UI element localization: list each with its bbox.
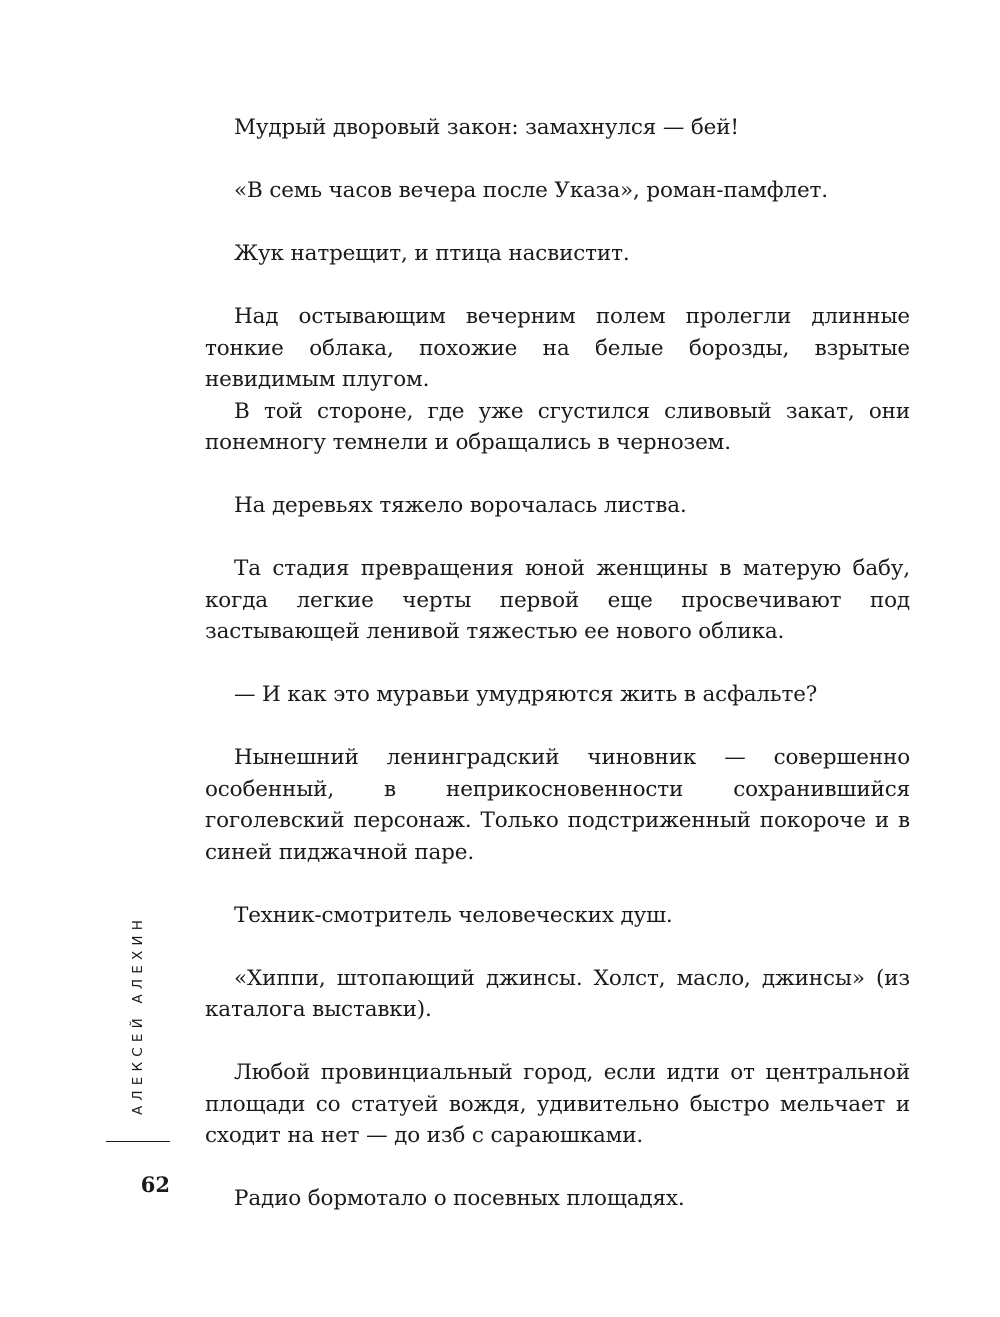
page-number: 62	[140, 1172, 170, 1197]
paragraph: В той стороне, где уже сгустился сливовый закат, они понемногу темнели и обращались в чернозем.	[205, 398, 910, 455]
paragraph: Техник-смотритель человеческих душ.	[234, 902, 673, 928]
paragraph: Радио бормотало о посевных площадях.	[234, 1186, 685, 1211]
paragraph: Нынешний ленинградский чиновник — совершенно особенный, в неприкосновенности сохранившийся гоголевский персонаж. Только подстриженный покороче и в синей пиджачной паре.	[205, 745, 910, 865]
paragraph: На деревьях тяжело ворочалась листва.	[234, 493, 687, 518]
folio-rule	[106, 1141, 170, 1142]
running-head-author: АЛЕКСЕЙ АЛЕХИН	[130, 914, 146, 1115]
paragraph: Жук натрещит, и птица насвистит.	[234, 241, 630, 266]
body-text	[205, 112, 910, 1215]
paragraph: Мудрый дворовый закон: замахнулся — бей!	[234, 115, 739, 140]
paragraph: «В семь часов вечера после Указа», роман-памфлет.	[234, 178, 828, 203]
paragraph: Любой провинциальный город, если идти от центральной площади со статуей вождя, удивительно быстро мельчает и сходит на нет — до изб с сараюшками.	[205, 1060, 910, 1148]
paragraph: Та стадия превращения юной женщины в матерую бабу, когда легкие черты первой еще просвечивают под застывающей ленивой тяжестью ее нового облика.	[205, 556, 910, 644]
paragraph: — И как это муравьи умудряются жить в асфальте?	[234, 682, 818, 707]
paragraph: Над остывающим вечерним полем пролегли длинные тонкие облака, похожие на белые борозды, взрытые невидимым плугом.	[205, 304, 910, 392]
paragraph: «Хиппи, штопающий джинсы. Холст, масло, джинсы» (из каталога выставки).	[205, 965, 910, 1022]
